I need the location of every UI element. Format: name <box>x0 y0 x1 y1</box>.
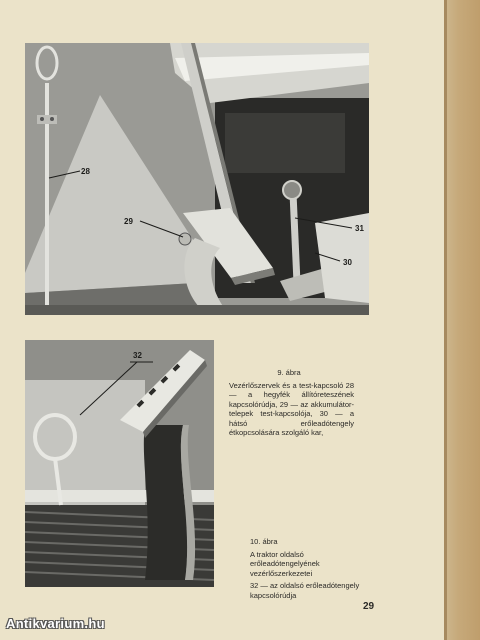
callout-32: 32 <box>133 351 142 360</box>
callout-29: 29 <box>124 217 133 226</box>
figure-10-caption-line-5: kapcsolórúdja <box>250 590 297 600</box>
callout-30: 30 <box>343 258 352 267</box>
figure-10-caption-line-4: 32 — az oldalsó erőleadótengely <box>250 581 360 590</box>
figure-9-caption <box>229 368 399 438</box>
page-number: 29 <box>363 601 375 612</box>
figure-10-caption-line-1: A traktor oldalsó <box>250 549 304 559</box>
figure-10-caption-line-2: erőleadótengelyének <box>250 559 320 568</box>
figure-9-caption-body: Vezérlőszervek és a test-kapcsoló 28 — a hegyfék állítóreteszének kapcsolórúdja, 29 — az akkumulátor-telepek test-kapcsolója, 30 — a hátsó erőleadótengely étkopcsolására szolgáló kar, <box>229 380 354 437</box>
figure-9-photo <box>25 43 369 315</box>
figure-10-caption-line-3: vezérlőszerkezetei <box>250 568 313 578</box>
figure-10-caption <box>250 537 400 600</box>
watermark: Antikvarium.hu <box>6 616 105 631</box>
book-spine <box>444 0 480 640</box>
figure-9-caption-title: 9. ábra <box>277 368 301 377</box>
callout-31: 31 <box>355 224 364 233</box>
figure-10-photo <box>25 340 214 587</box>
callout-28: 28 <box>81 167 90 176</box>
figure-10-caption-title: 10. ábra <box>250 537 278 546</box>
